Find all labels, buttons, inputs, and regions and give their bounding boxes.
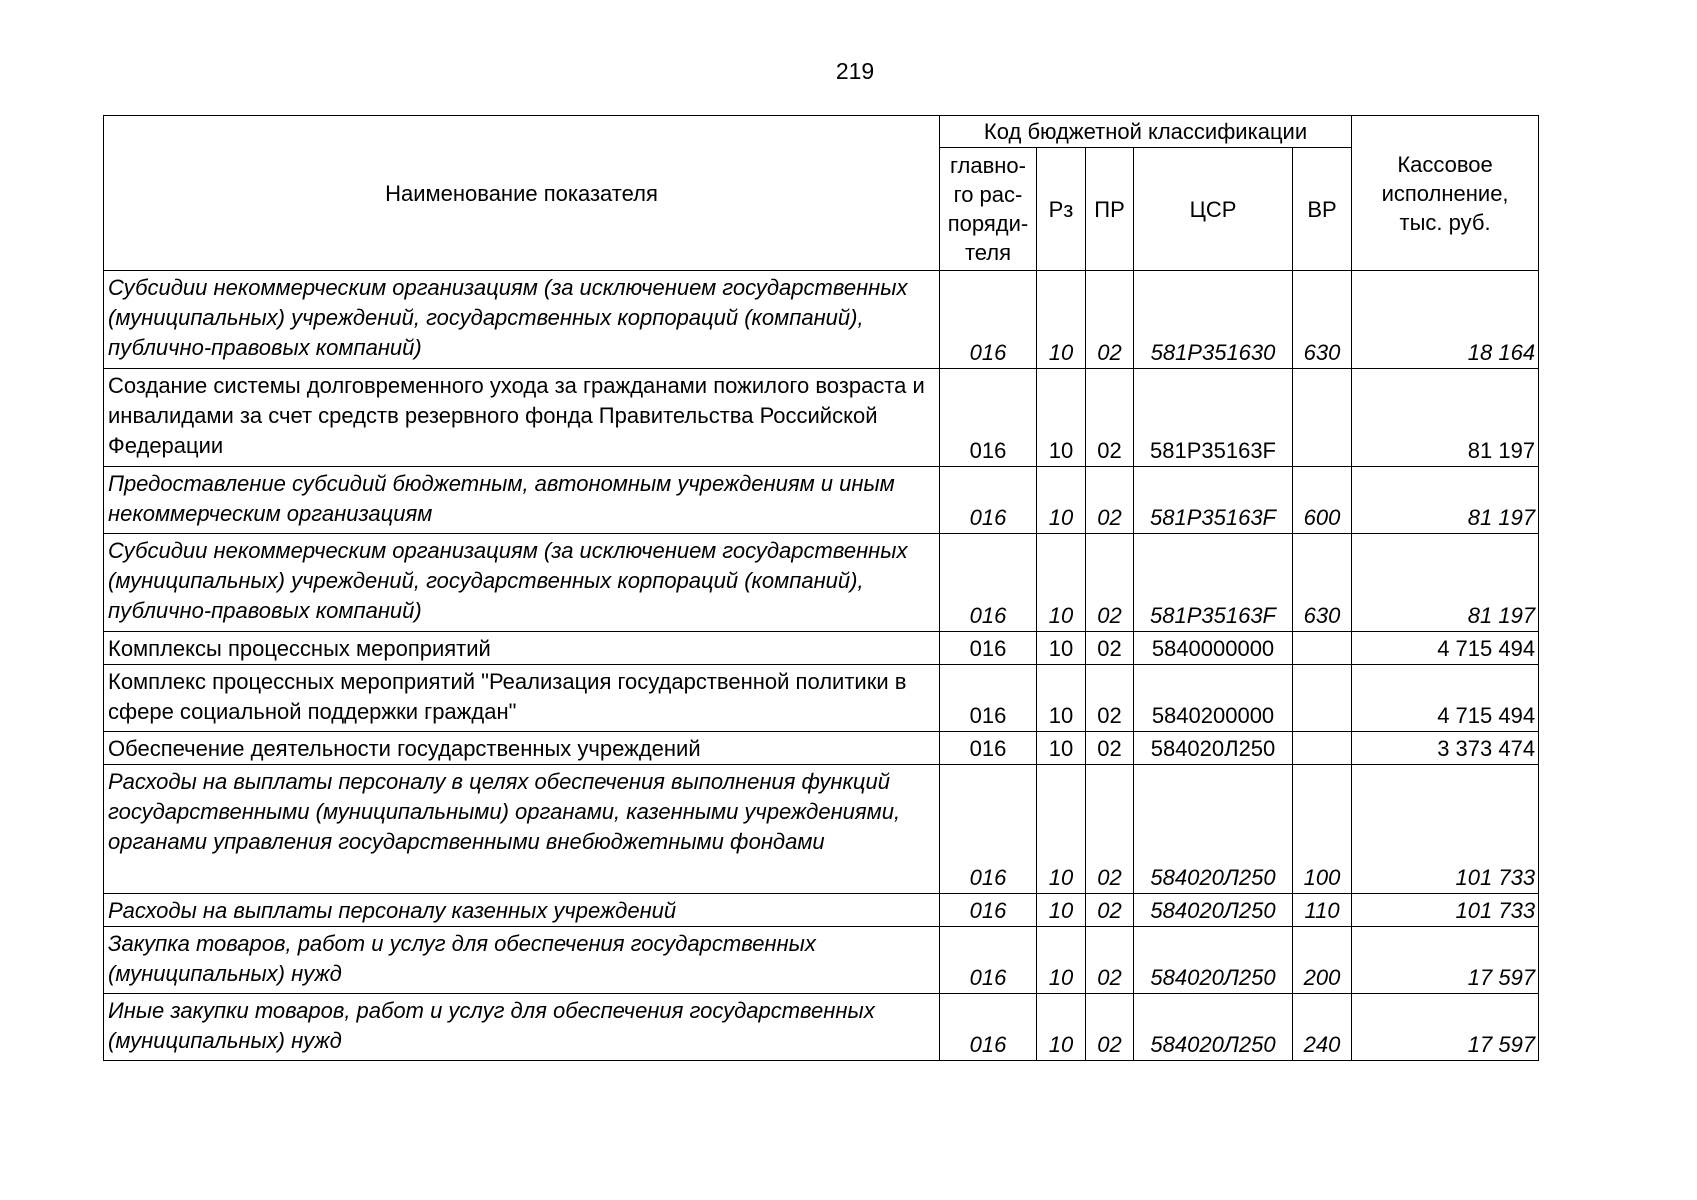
cell-name: Комплекс процессных мероприятий "Реализация государственной политики в сфере социальной поддержки граждан"	[104, 665, 940, 732]
cell-vr: 630	[1293, 271, 1352, 369]
cell-name: Субсидии некоммерческим организациям (за исключением государственных (муниципальных) учреждений, государственных корпораций (компаний), публично-правовых компаний)	[104, 271, 940, 369]
cell-pr: 02	[1086, 369, 1134, 467]
cell-csr: 584020Л250	[1134, 994, 1293, 1061]
cell-grbs: 016	[940, 271, 1037, 369]
cell-pr: 02	[1086, 271, 1134, 369]
cell-grbs: 016	[940, 467, 1037, 534]
cell-amount: 81 197	[1352, 369, 1539, 467]
cell-rz: 10	[1037, 271, 1086, 369]
header-rz: Рз	[1037, 148, 1086, 271]
cell-csr: 5840200000	[1134, 665, 1293, 732]
table-row	[104, 927, 1539, 994]
cell-rz: 10	[1037, 894, 1086, 927]
header-csr: ЦСР	[1134, 148, 1293, 271]
cell-csr: 5840000000	[1134, 632, 1293, 665]
cell-vr: 200	[1293, 927, 1352, 994]
cell-amount: 17 597	[1352, 994, 1539, 1061]
header-code-group: Код бюджетной классификации	[940, 116, 1352, 148]
table-row	[104, 994, 1539, 1061]
cell-vr: 100	[1293, 765, 1352, 894]
cell-vr: 630	[1293, 534, 1352, 632]
cell-rz: 10	[1037, 534, 1086, 632]
cell-grbs: 016	[940, 765, 1037, 894]
cell-rz: 10	[1037, 927, 1086, 994]
table-row	[104, 534, 1539, 632]
table-row	[104, 467, 1539, 534]
cell-pr: 02	[1086, 665, 1134, 732]
cell-grbs: 016	[940, 927, 1037, 994]
page-number: 219	[835, 58, 875, 84]
table-row	[104, 665, 1539, 732]
table-header	[104, 116, 1539, 271]
cell-amount: 101 733	[1352, 765, 1539, 894]
cell-grbs: 016	[940, 994, 1037, 1061]
cell-amount: 3 373 474	[1352, 732, 1539, 765]
cell-name: Субсидии некоммерческим организациям (за исключением государственных (муниципальных) учреждений, государственных корпораций (компаний), публично-правовых компаний)	[104, 534, 940, 632]
cell-grbs: 016	[940, 732, 1037, 765]
table-row	[104, 369, 1539, 467]
cell-pr: 02	[1086, 732, 1134, 765]
cell-csr: 584020Л250	[1134, 927, 1293, 994]
cell-rz: 10	[1037, 632, 1086, 665]
cell-name: Обеспечение деятельности государственных учреждений	[104, 732, 940, 765]
cell-pr: 02	[1086, 534, 1134, 632]
header-amount: Кассовое исполнение, тыс. руб.	[1352, 116, 1539, 271]
cell-vr	[1293, 632, 1352, 665]
cell-amount: 17 597	[1352, 927, 1539, 994]
cell-grbs: 016	[940, 894, 1037, 927]
cell-rz: 10	[1037, 467, 1086, 534]
budget-table	[103, 115, 1539, 1061]
cell-csr: 581P35163F	[1134, 534, 1293, 632]
cell-vr: 600	[1293, 467, 1352, 534]
cell-name: Комплексы процессных мероприятий	[104, 632, 940, 665]
cell-name: Расходы на выплаты персоналу в целях обеспечения выполнения функций государственными (муниципальными) органами, казенными учреждениями, органами управления государственными внебюджетными фондами	[104, 765, 940, 894]
cell-csr: 581P351630	[1134, 271, 1293, 369]
cell-name: Иные закупки товаров, работ и услуг для обеспечения государственных (муниципальных) нужд	[104, 994, 940, 1061]
cell-grbs: 016	[940, 369, 1037, 467]
cell-csr: 584020Л250	[1134, 732, 1293, 765]
header-vr: ВР	[1293, 148, 1352, 271]
cell-name: Закупка товаров, работ и услуг для обеспечения государственных (муниципальных) нужд	[104, 927, 940, 994]
header-glavnogo: главно-го рас-поряди-теля	[940, 148, 1037, 271]
table-body	[104, 271, 1539, 1061]
cell-grbs: 016	[940, 534, 1037, 632]
cell-rz: 10	[1037, 994, 1086, 1061]
cell-pr: 02	[1086, 994, 1134, 1061]
cell-pr: 02	[1086, 927, 1134, 994]
cell-amount: 4 715 494	[1352, 632, 1539, 665]
cell-grbs: 016	[940, 665, 1037, 732]
cell-csr: 584020Л250	[1134, 894, 1293, 927]
cell-vr: 240	[1293, 994, 1352, 1061]
cell-grbs: 016	[940, 632, 1037, 665]
cell-amount: 81 197	[1352, 534, 1539, 632]
header-pr: ПР	[1086, 148, 1134, 271]
cell-rz: 10	[1037, 369, 1086, 467]
cell-rz: 10	[1037, 765, 1086, 894]
cell-amount: 18 164	[1352, 271, 1539, 369]
cell-pr: 02	[1086, 894, 1134, 927]
cell-name: Создание системы долговременного ухода за гражданами пожилого возраста и инвалидами за счет средств резервного фонда Правительства Российской Федерации	[104, 369, 940, 467]
cell-pr: 02	[1086, 765, 1134, 894]
table-row	[104, 271, 1539, 369]
cell-rz: 10	[1037, 732, 1086, 765]
cell-amount: 4 715 494	[1352, 665, 1539, 732]
cell-amount: 101 733	[1352, 894, 1539, 927]
cell-name: Расходы на выплаты персоналу казенных учреждений	[104, 894, 940, 927]
table-row	[104, 632, 1539, 665]
cell-pr: 02	[1086, 632, 1134, 665]
cell-name: Предоставление субсидий бюджетным, автономным учреждениям и иным некоммерческим организациям	[104, 467, 940, 534]
header-name: Наименование показателя	[104, 116, 940, 271]
table-row	[104, 732, 1539, 765]
cell-vr	[1293, 732, 1352, 765]
cell-vr: 110	[1293, 894, 1352, 927]
cell-vr	[1293, 665, 1352, 732]
table-row	[104, 894, 1539, 927]
cell-csr: 584020Л250	[1134, 765, 1293, 894]
cell-rz: 10	[1037, 665, 1086, 732]
cell-pr: 02	[1086, 467, 1134, 534]
cell-csr: 581P35163F	[1134, 369, 1293, 467]
cell-csr: 581P35163F	[1134, 467, 1293, 534]
table-row	[104, 765, 1539, 894]
cell-vr	[1293, 369, 1352, 467]
cell-amount: 81 197	[1352, 467, 1539, 534]
